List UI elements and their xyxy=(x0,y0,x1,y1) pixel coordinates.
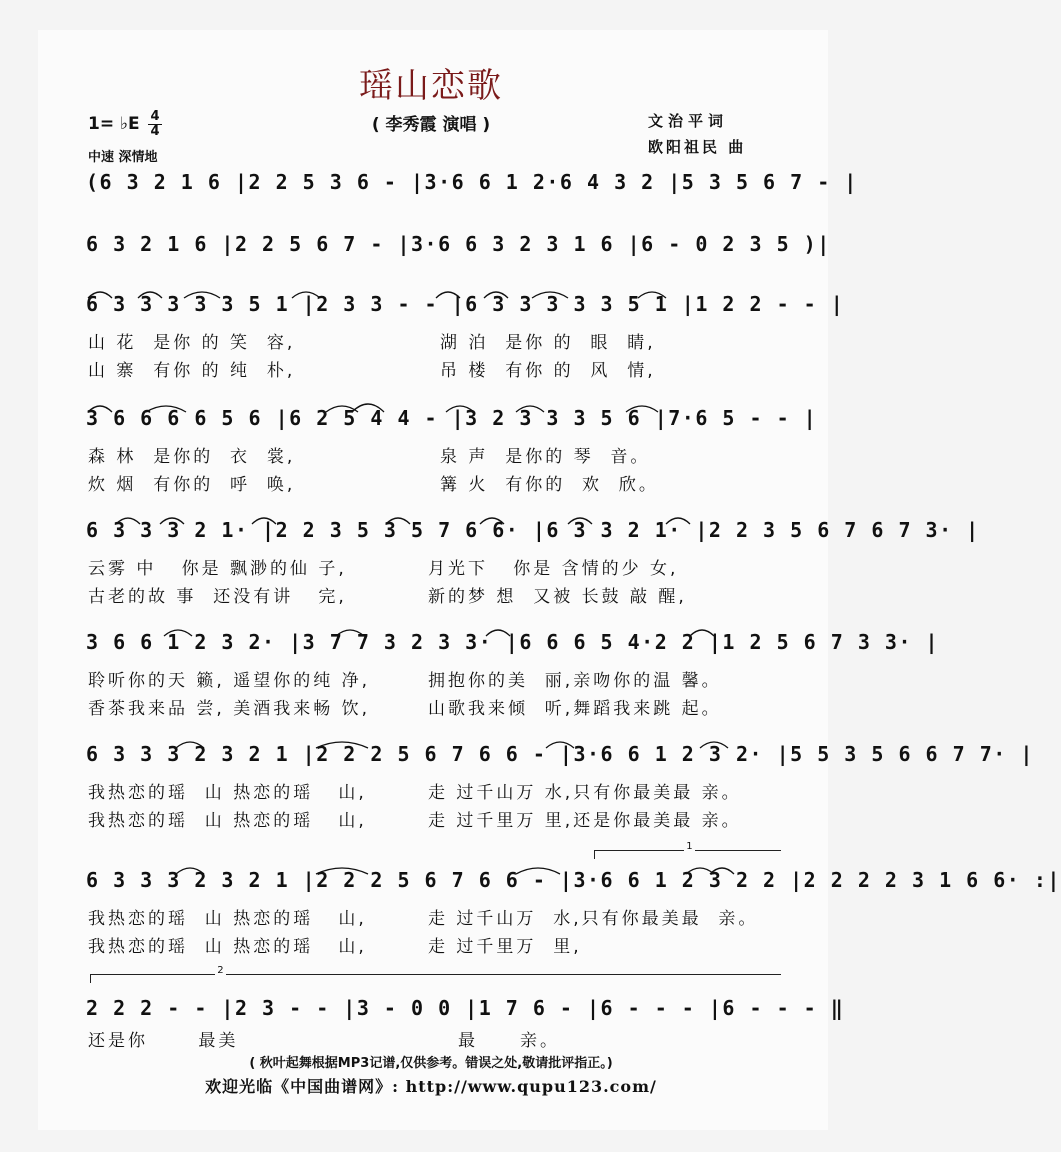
notation-line: 6 3 3 3 2 3 2 1 |2 2 2 5 6 7 6 6 - |3·6 6 1 2 3 2 2 |2 2 2 2 3 1 6 6· :| xyxy=(86,868,1061,892)
slur-marks xyxy=(86,510,786,526)
lyric-line: 山 花 是你 的 笑 容, 湖 泊 是你 的 眼 睛, xyxy=(88,333,656,353)
notation-line: 3 6 6 6 6 5 6 |6 2 5 4 4 - |3 2 3 3 3 5 6 |7·6 5 - - | xyxy=(86,406,818,430)
slur-marks xyxy=(86,734,786,750)
lyricist-credit: 文治平词 xyxy=(648,112,729,130)
meter-bottom: 4 xyxy=(148,124,162,139)
transcription-footnote: ( 秋叶起舞根据MP3记谱,仅供参考。错误之处,敬请批评指正。) xyxy=(249,1056,613,1071)
tempo-marking: 中速 深情地 xyxy=(88,150,158,165)
key-signature: 1= ♭E xyxy=(88,114,140,134)
meter-top: 4 xyxy=(150,109,160,124)
composer-credit: 欧阳祖民 曲 xyxy=(648,138,747,156)
lyric-line: 山 寨 有你 的 纯 朴, 吊 楼 有你 的 风 情, xyxy=(88,361,656,381)
notation-line: 6 3 2 1 6 |2 2 5 6 7 - |3·6 6 3 2 3 1 6 |6 - 0 2 3 5 )| xyxy=(86,232,831,256)
notation-line: 6 3 3 3 3 3 5 1 |2 3 3 - - |6 3 3 3 3 3 5 1 |1 2 2 - - | xyxy=(86,292,845,316)
notation-line: 6 3 3 3 2 1· |2 2 3 5 3 5 7 6 6· |6 3 3 2 1· |2 2 3 5 6 7 6 7 3· | xyxy=(86,518,980,542)
lyric-line: 古老的故 事 还没有讲 完, 新的梦 想 又被 长鼓 敲 醒, xyxy=(88,587,687,607)
volta-bracket-1 xyxy=(594,841,781,859)
volta-number: 1 xyxy=(686,841,693,852)
singer-credit: ( 李秀霞 演唱 ) xyxy=(371,115,491,135)
notation-line: 6 3 3 3 2 3 2 1 |2 2 2 5 6 7 6 6 - |3·6 6 1 2 3 2· |5 5 3 5 6 6 7 7· | xyxy=(86,742,1034,766)
notation-line: 3 6 6 1 2 3 2· |3 7 7 3 2 3 3· |6 6 6 5 4·2 2 |1 2 5 6 7 3 3· | xyxy=(86,630,940,654)
lyric-line: 聆听你的天 籁, 遥望你的纯 净, 拥抱你的美 丽,亲吻你的温 馨。 xyxy=(88,671,722,691)
slur-marks xyxy=(86,622,786,638)
volta-number: 2 xyxy=(217,965,224,976)
lyric-line: 香茶我来品 尝, 美酒我来畅 饮, 山歌我来倾 听,舞蹈我来跳 起。 xyxy=(88,699,722,719)
lyric-line: 我热恋的瑶 山 热恋的瑶 山, 走 过千山万 水,只有你最美最 亲。 xyxy=(88,783,742,803)
volta-bracket-2 xyxy=(90,965,781,983)
lyric-line: 云雾 中 你是 飘渺的仙 子, 月光下 你是 含情的少 女, xyxy=(88,559,679,579)
lyric-line: 还是你 最美 最 亲。 xyxy=(88,1031,561,1051)
time-signature xyxy=(148,110,162,139)
slur-marks xyxy=(86,398,786,414)
slur-marks xyxy=(86,860,786,876)
notation-line: 2 2 2 - - |2 3 - - |3 - 0 0 |1 7 6 - |6 - - - |6 - - - ‖ xyxy=(86,996,845,1020)
lyric-line: 我热恋的瑶 山 热恋的瑶 山, 走 过千里万 里, xyxy=(88,937,582,957)
lyric-line: 我热恋的瑶 山 热恋的瑶 山, 走 过千山万 水,只有你最美最 亲。 xyxy=(88,909,759,929)
song-title: 瑶山恋歌 xyxy=(359,66,503,106)
slur-marks xyxy=(86,284,786,300)
lyric-line: 炊 烟 有你的 呼 唤, 篝 火 有你的 欢 欣。 xyxy=(88,475,659,495)
notation-line: (6 3 2 1 6 |2 2 5 3 6 - |3·6 6 1 2·6 4 3 2 |5 3 5 6 7 - | xyxy=(86,170,858,194)
website-credit: 欢迎光临《中国曲谱网》: http://www.qupu123.com/ xyxy=(205,1077,657,1096)
lyric-line: 我热恋的瑶 山 热恋的瑶 山, 走 过千里万 里,还是你最美最 亲。 xyxy=(88,811,742,831)
lyric-line: 森 林 是你的 衣 裳, 泉 声 是你的 琴 音。 xyxy=(88,447,651,467)
